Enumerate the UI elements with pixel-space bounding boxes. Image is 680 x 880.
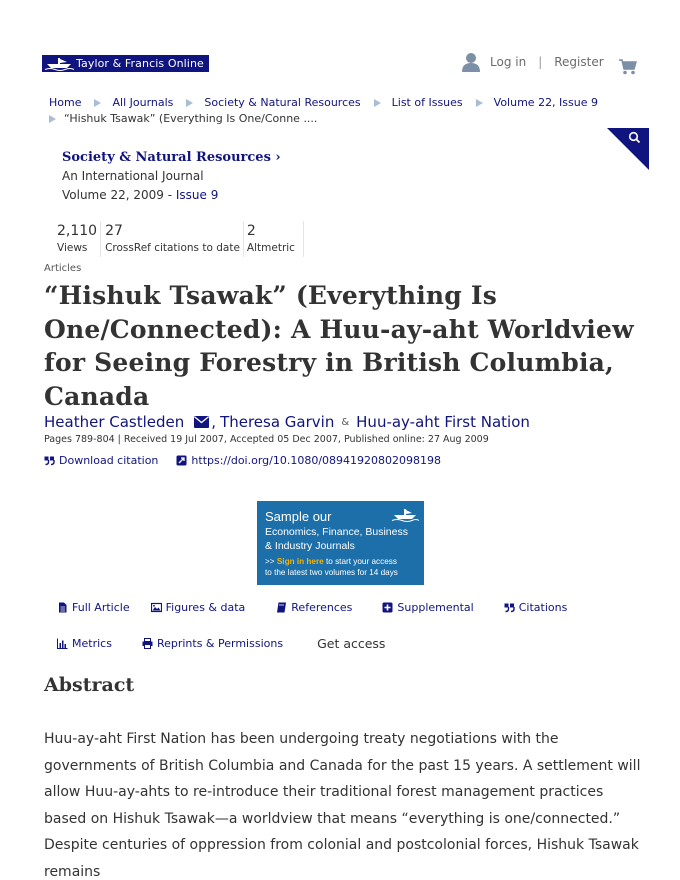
author-link[interactable]: Heather Castleden (44, 413, 185, 431)
register-link[interactable]: Register (554, 55, 604, 69)
publication-info: Pages 789-804 | Received 19 Jul 2007, Accepted 05 Dec 2007, Published online: 27 Aug 2009 (44, 434, 489, 445)
ad-cta-rest: to start your access (323, 557, 397, 566)
author-link[interactable]: Theresa Garvin (220, 413, 335, 431)
print-icon (142, 638, 153, 649)
tab-label: Figures & data (165, 600, 246, 614)
breadcrumb-arrow-icon (94, 99, 101, 107)
breadcrumb-arrow-icon (476, 99, 483, 107)
quote-icon (504, 602, 515, 613)
image-icon (151, 602, 162, 613)
breadcrumb (49, 95, 609, 126)
tab-label: Full Article (72, 600, 130, 614)
quote-icon (44, 455, 55, 466)
author-list (44, 413, 530, 431)
altmetric-label: Altmetric (246, 242, 295, 254)
breadcrumb-arrow-icon (374, 99, 381, 107)
abstract-text: Huu-ay-aht First Nation has been undergoing treaty negotiations with the governments of British Columbia and Canada for the past 15 years. A settlement will allow Huu-ay-ahts to re-introduce their traditional forest management practices based on Hishuk Tsawak—a worldview that means “everything is one/connected.” Despite centuries of oppression from colonial and postcolonial forces, Hishuk Tsawak remains (44, 731, 641, 880)
external-link-icon (176, 455, 187, 466)
tab-references[interactable] (276, 601, 352, 614)
ad-headline: Sample our (265, 509, 332, 524)
tab-row (57, 599, 637, 615)
article-title: “Hishuk Tsawak” (Everything Is One/Connected): A Huu-ay-aht Worldview for Seeing Forestry in British Columbia, Canada (44, 281, 634, 411)
tab-label: References (291, 600, 353, 614)
tab-label: Citations (518, 600, 568, 614)
breadcrumb-volume-issue[interactable]: Volume 22, Issue 9 (493, 96, 598, 109)
tab-citations[interactable] (504, 601, 568, 614)
plus-square-icon (382, 602, 393, 613)
journal-title-link[interactable]: Society & Natural Resources › (62, 150, 281, 165)
breadcrumb-arrow-icon (186, 99, 193, 107)
ad-sign-in-link[interactable]: Sign in here (276, 557, 324, 566)
breadcrumb-all-journals[interactable]: All Journals (112, 96, 174, 109)
issue-link[interactable]: Issue 9 (175, 188, 219, 202)
metric-crossref (101, 221, 244, 257)
journal-info (62, 148, 281, 205)
header-separator: | (538, 55, 543, 69)
journal-volume (62, 186, 281, 205)
document-icon (57, 602, 68, 613)
site-logo[interactable] (42, 55, 209, 72)
article-type: Articles (44, 263, 82, 274)
book-icon (276, 602, 287, 613)
tab-metrics[interactable] (57, 637, 112, 650)
tab-supplemental[interactable] (382, 601, 473, 614)
get-access-label: Get access (317, 635, 386, 651)
views-label: Views (57, 242, 88, 254)
abstract-heading: Abstract (44, 674, 135, 696)
metric-altmetric (244, 221, 304, 257)
ad-body: Economics, Finance, Business & Industry Journals (265, 526, 408, 552)
bar-chart-icon (57, 638, 68, 649)
views-count: 2,110 (57, 223, 98, 239)
journal-subtitle: An International Journal (62, 169, 204, 183)
tab-label: Reprints & Permissions (156, 636, 284, 650)
logo-text: Taylor & Francis Online (76, 57, 204, 70)
volume-text: Volume 22, 2009 - (62, 188, 176, 202)
breadcrumb-home[interactable]: Home (49, 96, 82, 109)
altmetric-count: 2 (246, 223, 256, 239)
crossref-label: CrossRef citations to date (105, 242, 240, 254)
author-separator: , (211, 413, 217, 431)
get-access-button[interactable] (317, 636, 385, 651)
mail-icon[interactable] (194, 416, 209, 428)
tab-full-article[interactable] (57, 601, 130, 614)
tab-figures-data[interactable] (151, 601, 246, 614)
crossref-count: 27 (105, 223, 123, 239)
login-link[interactable]: Log in (490, 55, 527, 69)
ad-cta-prefix: >> (265, 557, 277, 566)
cart-icon[interactable] (619, 59, 637, 75)
tab-row (57, 635, 637, 651)
user-icon (462, 52, 480, 72)
article-tools (44, 454, 441, 467)
ad-cta (265, 557, 425, 578)
author-ampersand: & (341, 416, 350, 428)
ad-banner[interactable] (257, 501, 424, 585)
author-link[interactable]: Huu-ay-aht First Nation (356, 413, 530, 431)
doi-link[interactable]: https://doi.org/10.1080/08941920802098198 (191, 454, 442, 467)
boat-logo-icon (390, 507, 420, 523)
article-metrics (55, 221, 304, 257)
breadcrumb-journal[interactable]: Society & Natural Resources (204, 96, 361, 109)
boat-logo-icon (42, 55, 76, 72)
tab-label: Supplemental (397, 600, 474, 614)
search-toggle[interactable] (607, 128, 649, 170)
breadcrumb-list-of-issues[interactable]: List of Issues (391, 96, 463, 109)
account-links (462, 52, 604, 72)
tab-reprints-permissions[interactable] (142, 637, 283, 650)
breadcrumb-current: “Hishuk Tsawak” (Everything Is One/Conne .... (64, 112, 318, 125)
download-citation-link[interactable]: Download citation (59, 454, 159, 467)
metric-views (55, 221, 101, 257)
tab-label: Metrics (72, 636, 112, 650)
breadcrumb-arrow-icon (49, 115, 56, 123)
ad-cta-line2: to the latest two volumes for 14 days (265, 567, 398, 577)
article-tabs (57, 599, 637, 651)
